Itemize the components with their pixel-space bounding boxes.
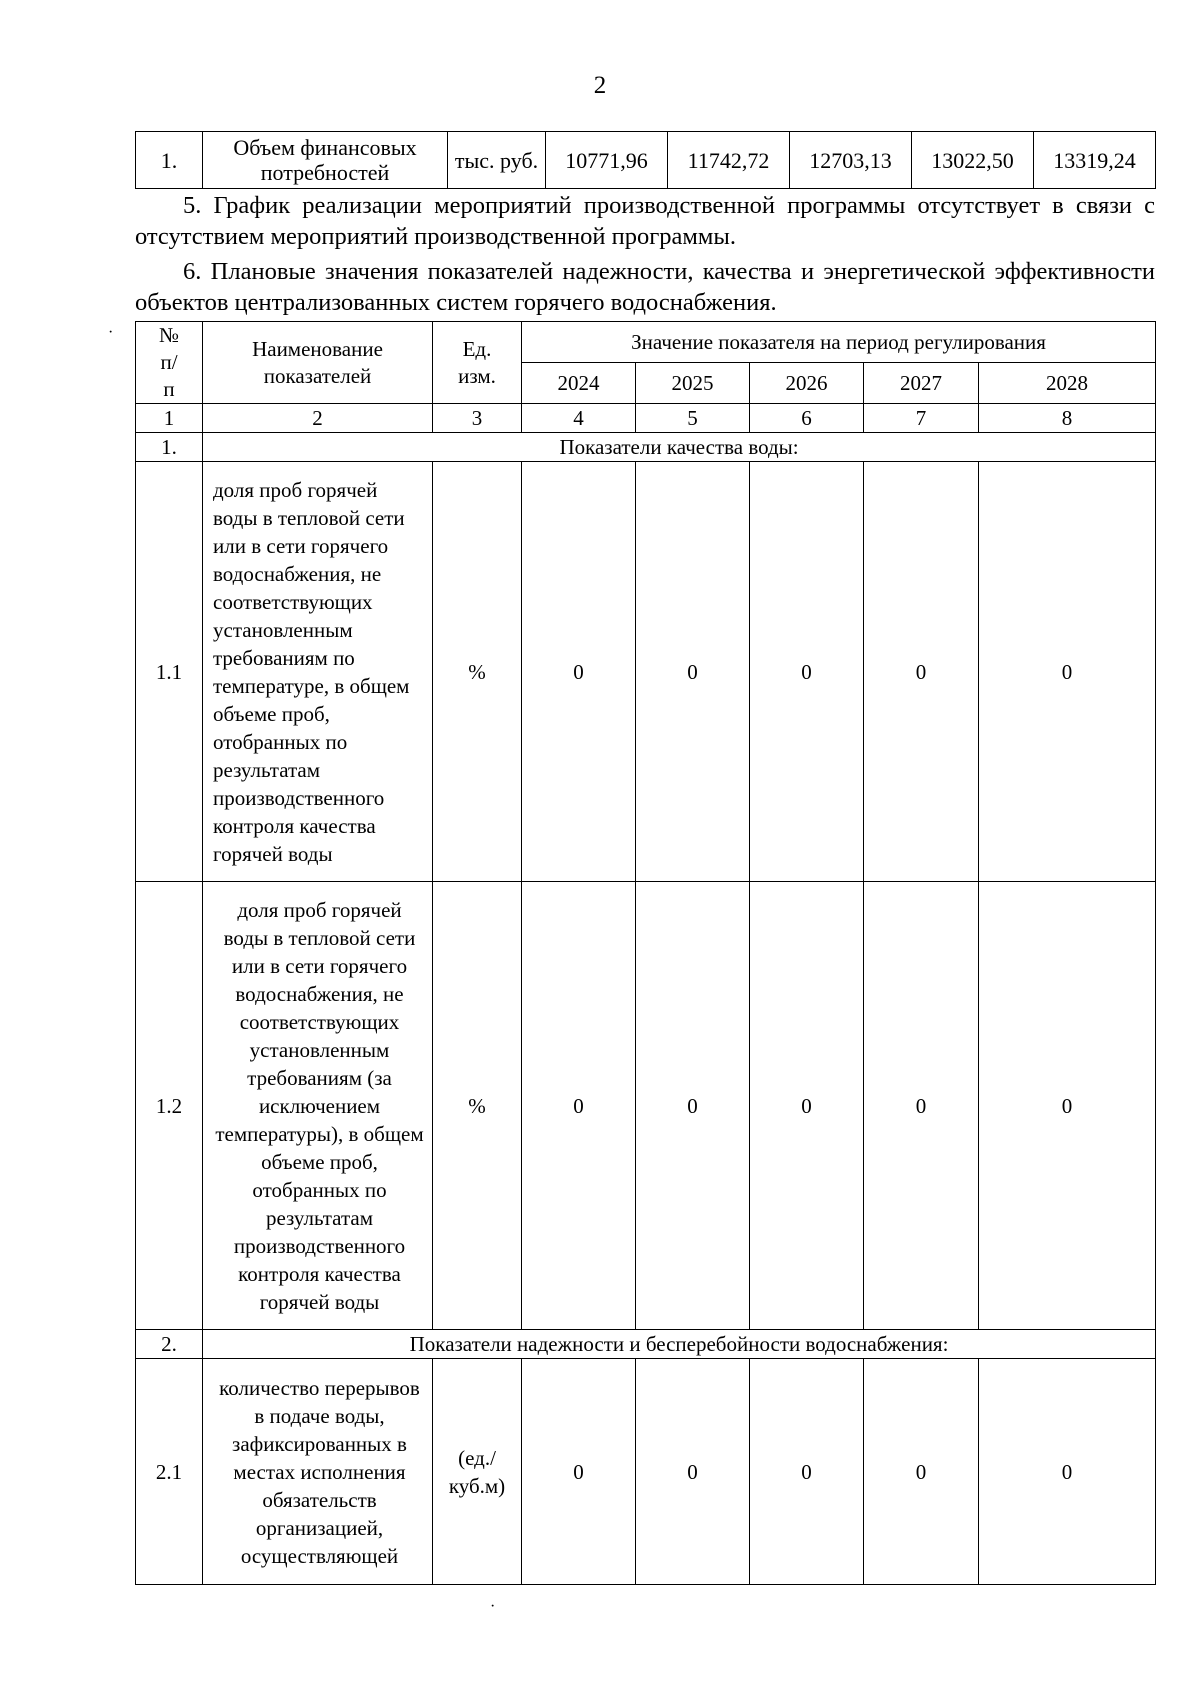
unit: тыс. руб.	[448, 132, 546, 189]
col-number: 2	[203, 404, 433, 433]
row-number: 1.2	[136, 882, 203, 1330]
value-2024: 0	[522, 1359, 636, 1585]
value-2025: 11742,72	[668, 132, 790, 189]
indicator-name: Объем финансовых потребностей	[203, 132, 448, 189]
header-period: Значение показателя на период регулирования	[522, 322, 1156, 363]
value-2028: 0	[979, 882, 1156, 1330]
value-2028: 0	[979, 462, 1156, 882]
indicators-table	[135, 321, 1156, 1585]
col-number: 6	[750, 404, 864, 433]
indicator-name: доля проб горячей воды в тепловой сети или в сети горячего водоснабжения, не соответствующих установленным требованиям (за исключением температуры), в общем объеме проб, отобранных по результатам производственного контроля качества горячей воды	[203, 882, 433, 1330]
paragraph-6: 6. Плановые значения показателей надежности, качества и энергетической эффективности объектов централизованных систем горячего водоснабжения.	[135, 258, 1155, 316]
col-number: 4	[522, 404, 636, 433]
col-number: 5	[636, 404, 750, 433]
col-number: 8	[979, 404, 1156, 433]
value-2027: 13022,50	[912, 132, 1034, 189]
header-year-2027: 2027	[864, 363, 979, 404]
section-number: 1.	[136, 433, 203, 462]
header-year-2024: 2024	[522, 363, 636, 404]
indicator-name: доля проб горячей воды в тепловой сети или в сети горячего водоснабжения, не соответствующих установленным требованиям по температуре, в общем объеме проб, отобранных по результатам производственного контроля качества горячей воды	[203, 462, 433, 882]
table-row	[136, 1359, 1156, 1585]
value-2028: 0	[979, 1359, 1156, 1585]
header-num: № п/п	[136, 322, 203, 404]
row-number: 2.1	[136, 1359, 203, 1585]
row-number: 1.1	[136, 462, 203, 882]
value-2027: 0	[864, 882, 979, 1330]
value-2026: 12703,13	[790, 132, 912, 189]
col-number: 1	[136, 404, 203, 433]
value-2024: 0	[522, 882, 636, 1330]
value-2027: 0	[864, 1359, 979, 1585]
header-name: Наименование показателей	[203, 322, 433, 404]
header-year-2028: 2028	[979, 363, 1156, 404]
col-number: 7	[864, 404, 979, 433]
value-2028: 13319,24	[1034, 132, 1156, 189]
header-year-2025: 2025	[636, 363, 750, 404]
value-2024: 0	[522, 462, 636, 882]
indicator-name: количество перерывов в подаче воды, зафиксированных в местах исполнения обязательств организацией, осуществляющей	[203, 1359, 433, 1585]
scan-speck: ·	[108, 324, 114, 341]
value-2026: 0	[750, 882, 864, 1330]
value-2024: 10771,96	[546, 132, 668, 189]
financial-needs-table	[135, 131, 1156, 189]
header-unit: Ед. изм.	[433, 322, 522, 404]
page-number: 2	[593, 72, 607, 99]
column-numbers-row	[136, 404, 1156, 433]
section-row	[136, 433, 1156, 462]
section-title: Показатели надежности и бесперебойности водоснабжения:	[203, 1330, 1156, 1359]
table-row	[136, 132, 1156, 189]
section-number: 2.	[136, 1330, 203, 1359]
value-2026: 0	[750, 1359, 864, 1585]
table-row	[136, 462, 1156, 882]
unit: %	[433, 882, 522, 1330]
table-row	[136, 882, 1156, 1330]
scan-speck: ·	[490, 1598, 496, 1615]
paragraph-5: 5. График реализации мероприятий производственной программы отсутствует в связи с отсутствием мероприятий производственной программы.	[135, 192, 1155, 250]
col-number: 3	[433, 404, 522, 433]
unit: %	[433, 462, 522, 882]
value-2026: 0	[750, 462, 864, 882]
header-year-2026: 2026	[750, 363, 864, 404]
section-row	[136, 1330, 1156, 1359]
value-2025: 0	[636, 462, 750, 882]
value-2027: 0	[864, 462, 979, 882]
value-2025: 0	[636, 882, 750, 1330]
header-row	[136, 322, 1156, 363]
value-2025: 0	[636, 1359, 750, 1585]
section-title: Показатели качества воды:	[203, 433, 1156, 462]
row-number: 1.	[136, 132, 203, 189]
unit: (ед./куб.м)	[433, 1359, 522, 1585]
